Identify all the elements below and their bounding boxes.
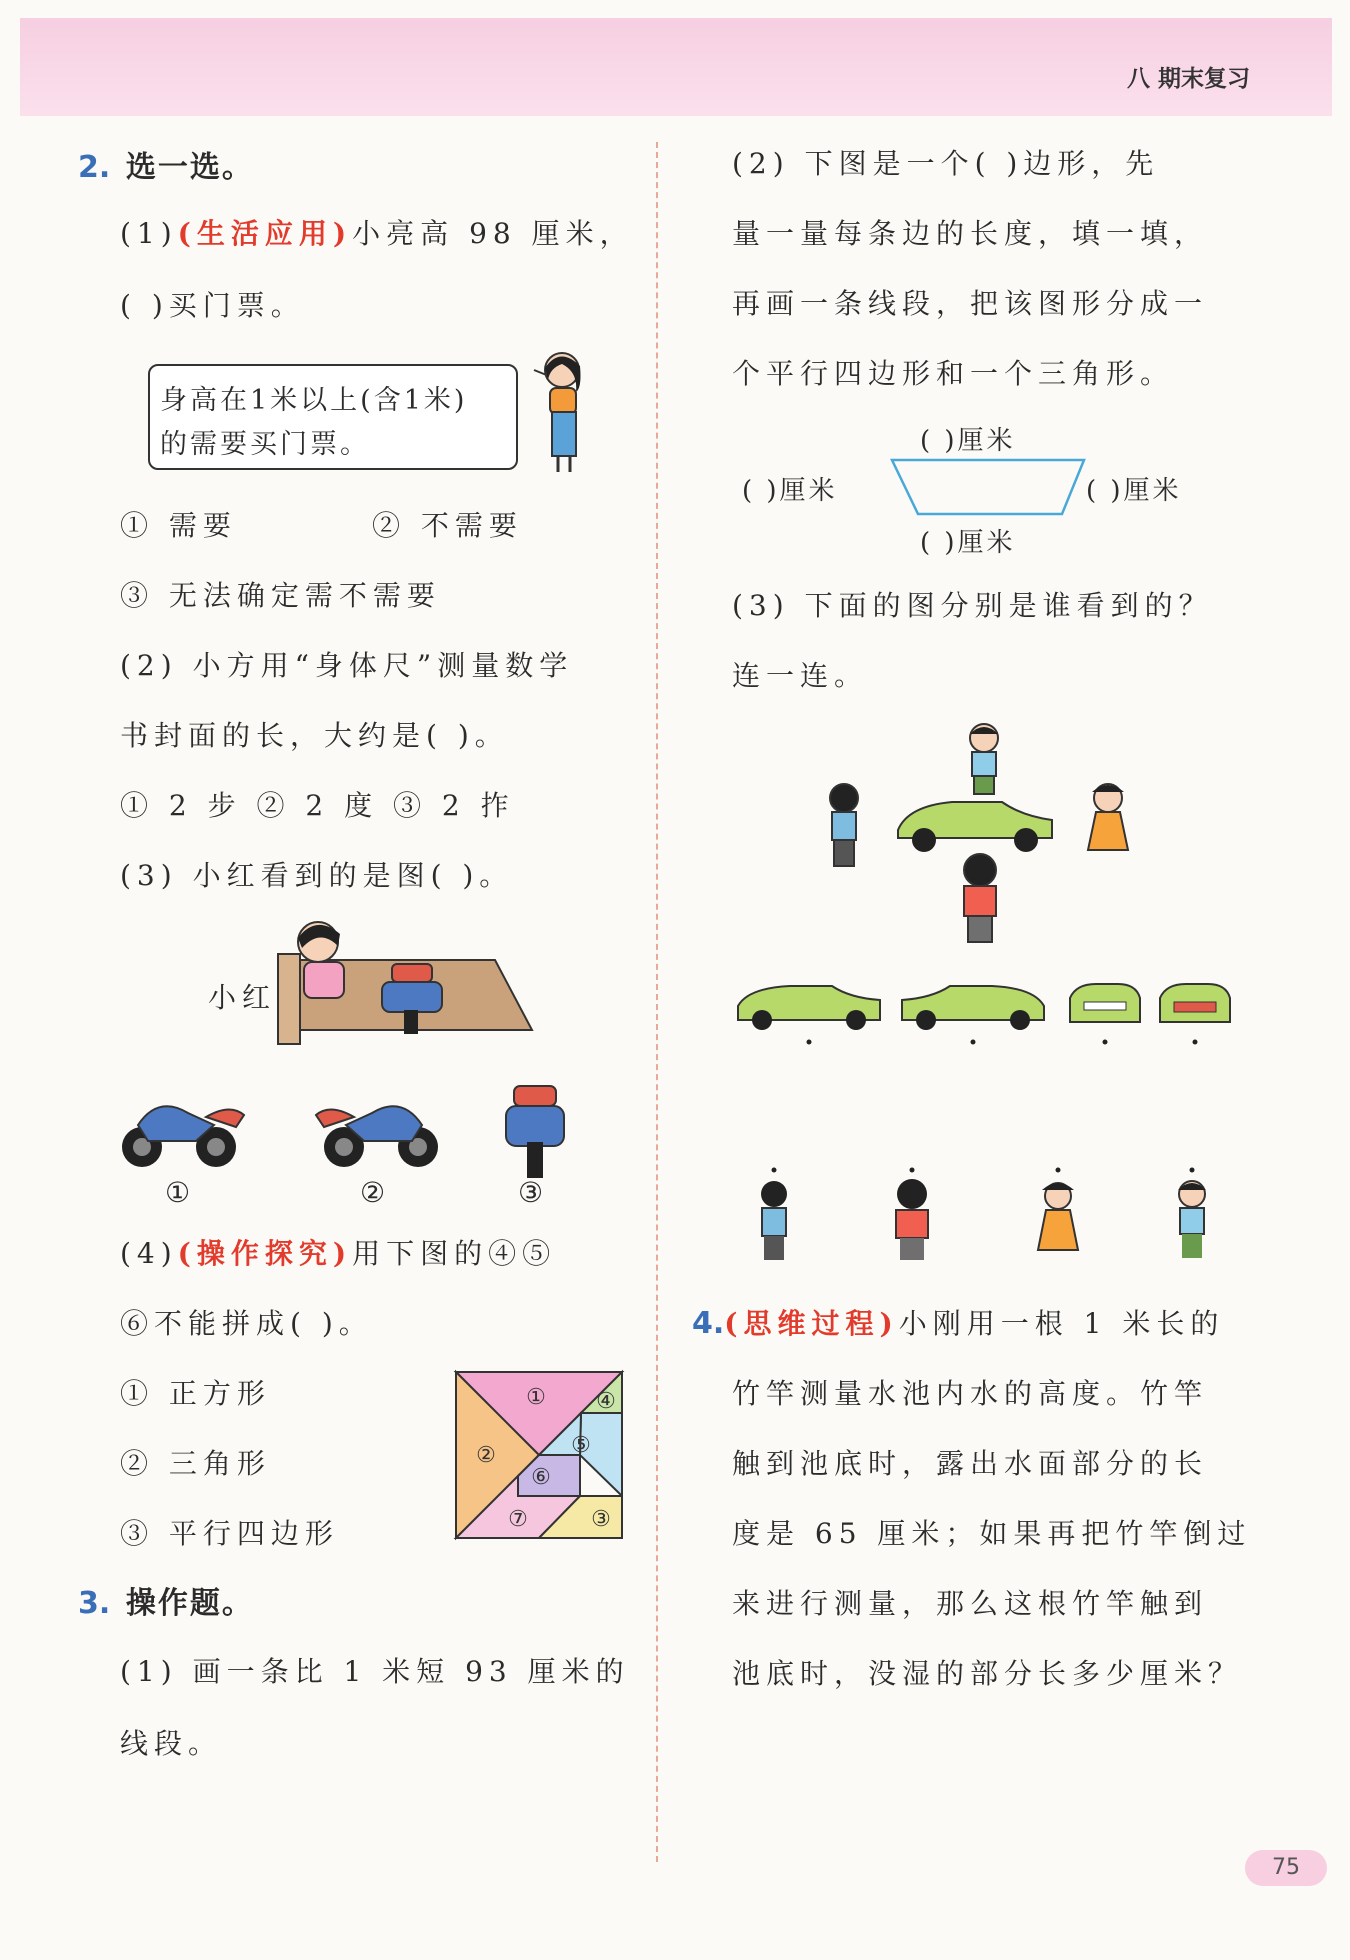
- q4-tag: (思维过程): [724, 1307, 899, 1340]
- q4-line2: 竹竿测量水池内水的高度。竹竿: [732, 1377, 1209, 1410]
- tangram-label-1: ①: [526, 1385, 546, 1410]
- q3-part2-line1: (2) 下图是一个( )边形，先: [732, 147, 1160, 180]
- q2-part4-option-2: ② 三角形: [120, 1447, 271, 1480]
- child-left-of-car: [830, 784, 858, 866]
- q2-part1-option-3: ③ 无法确定需不需要: [120, 579, 441, 612]
- q3-part3-line1: (3) 下面的图分别是谁看到的？: [732, 589, 1213, 622]
- q2-part1-option-1: ① 需要: [120, 509, 237, 542]
- motorcycle-option-1: [118, 1085, 248, 1175]
- motorcycle-label-3: ③: [518, 1176, 550, 1209]
- motorcycle-label-2: ②: [360, 1176, 392, 1209]
- q2-part2-line2: 书封面的长，大约是( )。: [120, 719, 509, 752]
- q2-part2-options: ① 2 步 ② 2 度 ③ 2 拃: [120, 789, 515, 822]
- q2-part1-line1: [120, 212, 634, 252]
- q2-part2-line1: (2) 小方用“身体尺”测量数学: [120, 649, 574, 682]
- green-car-center: [898, 802, 1052, 852]
- tangram-label-3: ③: [591, 1507, 611, 1532]
- q2-part1-answer-blank: ( )买门票。: [120, 289, 305, 322]
- q2-part4-line2: ⑥不能拼成( )。: [120, 1307, 373, 1340]
- q2-part1-tag: (生活应用): [177, 217, 353, 250]
- trapezoid-shape: [888, 458, 1088, 518]
- trapezoid-top-edge-blank: ( )厘米: [920, 426, 1016, 456]
- tangram-label-4: ④: [596, 1389, 616, 1414]
- q2-number: 2.: [78, 150, 111, 185]
- child-back-view: [896, 1179, 928, 1260]
- q3-part2-line3: 再画一条线段，把该图形分成一: [732, 287, 1209, 320]
- q3-part1-line1: (1) 画一条比 1 米短 93 厘米的: [120, 1655, 630, 1688]
- q2-part4-option-1: ① 正方形: [120, 1377, 271, 1410]
- child-behind-car: [970, 724, 998, 794]
- q2-heading: [78, 142, 254, 186]
- q2-title: 选一选。: [125, 150, 254, 185]
- q3-number: 3.: [78, 1586, 111, 1621]
- page-number: 75: [1245, 1850, 1327, 1886]
- tangram-figure: [456, 1372, 622, 1538]
- q4-text-1: 小刚用一根 1 米长的: [898, 1307, 1225, 1340]
- car-scene-illustration: [812, 720, 1152, 950]
- q3-part1-line2: 线段。: [120, 1727, 223, 1760]
- motorcycle-label-1: ①: [165, 1176, 197, 1209]
- q3-part3-line2: 连一连。: [732, 659, 869, 692]
- car-view-side-left: [738, 986, 880, 1030]
- car-view-front: [1070, 984, 1140, 1022]
- speech-bubble: [148, 364, 518, 470]
- q2-part4-option-3: ③ 平行四边形: [120, 1517, 339, 1550]
- tangram-label-6: ⑥: [531, 1465, 551, 1490]
- q4-line5: 来进行测量，那么这根竹竿触到: [732, 1587, 1209, 1620]
- tangram-label-7: ⑦: [508, 1507, 528, 1532]
- q4-line6: 池底时，没湿的部分长多少厘米？: [732, 1657, 1243, 1690]
- q2-part4-lead: (4): [120, 1237, 178, 1270]
- q2-part1-text: 小亮高 98 厘米，: [352, 217, 634, 250]
- trapezoid-right-edge-blank: ( )厘米: [1086, 476, 1182, 506]
- girl-illustration: [520, 348, 600, 478]
- motorcycle-option-3: [500, 1080, 570, 1180]
- car-view-back: [1160, 984, 1230, 1022]
- trapezoid-bottom-edge-blank: ( )厘米: [920, 528, 1016, 558]
- tangram-label-5: ⑤: [571, 1433, 591, 1458]
- q2-part4-text: 用下图的④⑤: [352, 1237, 557, 1270]
- q3-part2-line4: 个平行四边形和一个三角形。: [732, 357, 1175, 390]
- q2-part1-lead: (1): [120, 217, 178, 250]
- q3-heading: [78, 1578, 254, 1622]
- q3-title: 操作题。: [125, 1586, 254, 1621]
- car-views-row: [732, 976, 1232, 1046]
- q2-part4-line1: [120, 1232, 556, 1272]
- speech-line-1: 身高在1米以上(含1米): [160, 385, 468, 416]
- column-divider: [656, 142, 658, 1862]
- child-front-view: [1178, 1181, 1206, 1258]
- q4-line1: [692, 1302, 1224, 1342]
- motorcycle-option-2: [312, 1085, 442, 1175]
- q2-part3-line: (3) 小红看到的是图( )。: [120, 859, 514, 892]
- chapter-title: 八 期末复习: [1126, 66, 1250, 92]
- girl-front-view: [1038, 1183, 1078, 1250]
- q2-part1-option-2: ② 不需要: [372, 509, 523, 542]
- child-in-front-of-car: [964, 854, 996, 942]
- child-side-view: [761, 1181, 787, 1260]
- q4-line3: 触到池底时，露出水面部分的长: [732, 1447, 1209, 1480]
- children-row: [740, 1166, 1230, 1266]
- q2-part4-tag: (操作探究): [177, 1237, 353, 1270]
- girl-right-of-car: [1088, 784, 1128, 850]
- xiaohong-label: 小红: [208, 981, 277, 1014]
- q4-line4: 度是 65 厘米；如果再把竹竿倒过: [732, 1517, 1252, 1550]
- table-scene-illustration: [270, 920, 540, 1050]
- q4-number: 4.: [692, 1306, 725, 1341]
- speech-line-2: 的需要买门票。: [160, 429, 370, 460]
- trapezoid-left-edge-blank: ( )厘米: [742, 476, 838, 506]
- q3-part2-line2: 量一量每条边的长度，填一填，: [732, 217, 1209, 250]
- tangram-label-2: ②: [476, 1443, 496, 1468]
- car-view-side-right: [902, 986, 1044, 1030]
